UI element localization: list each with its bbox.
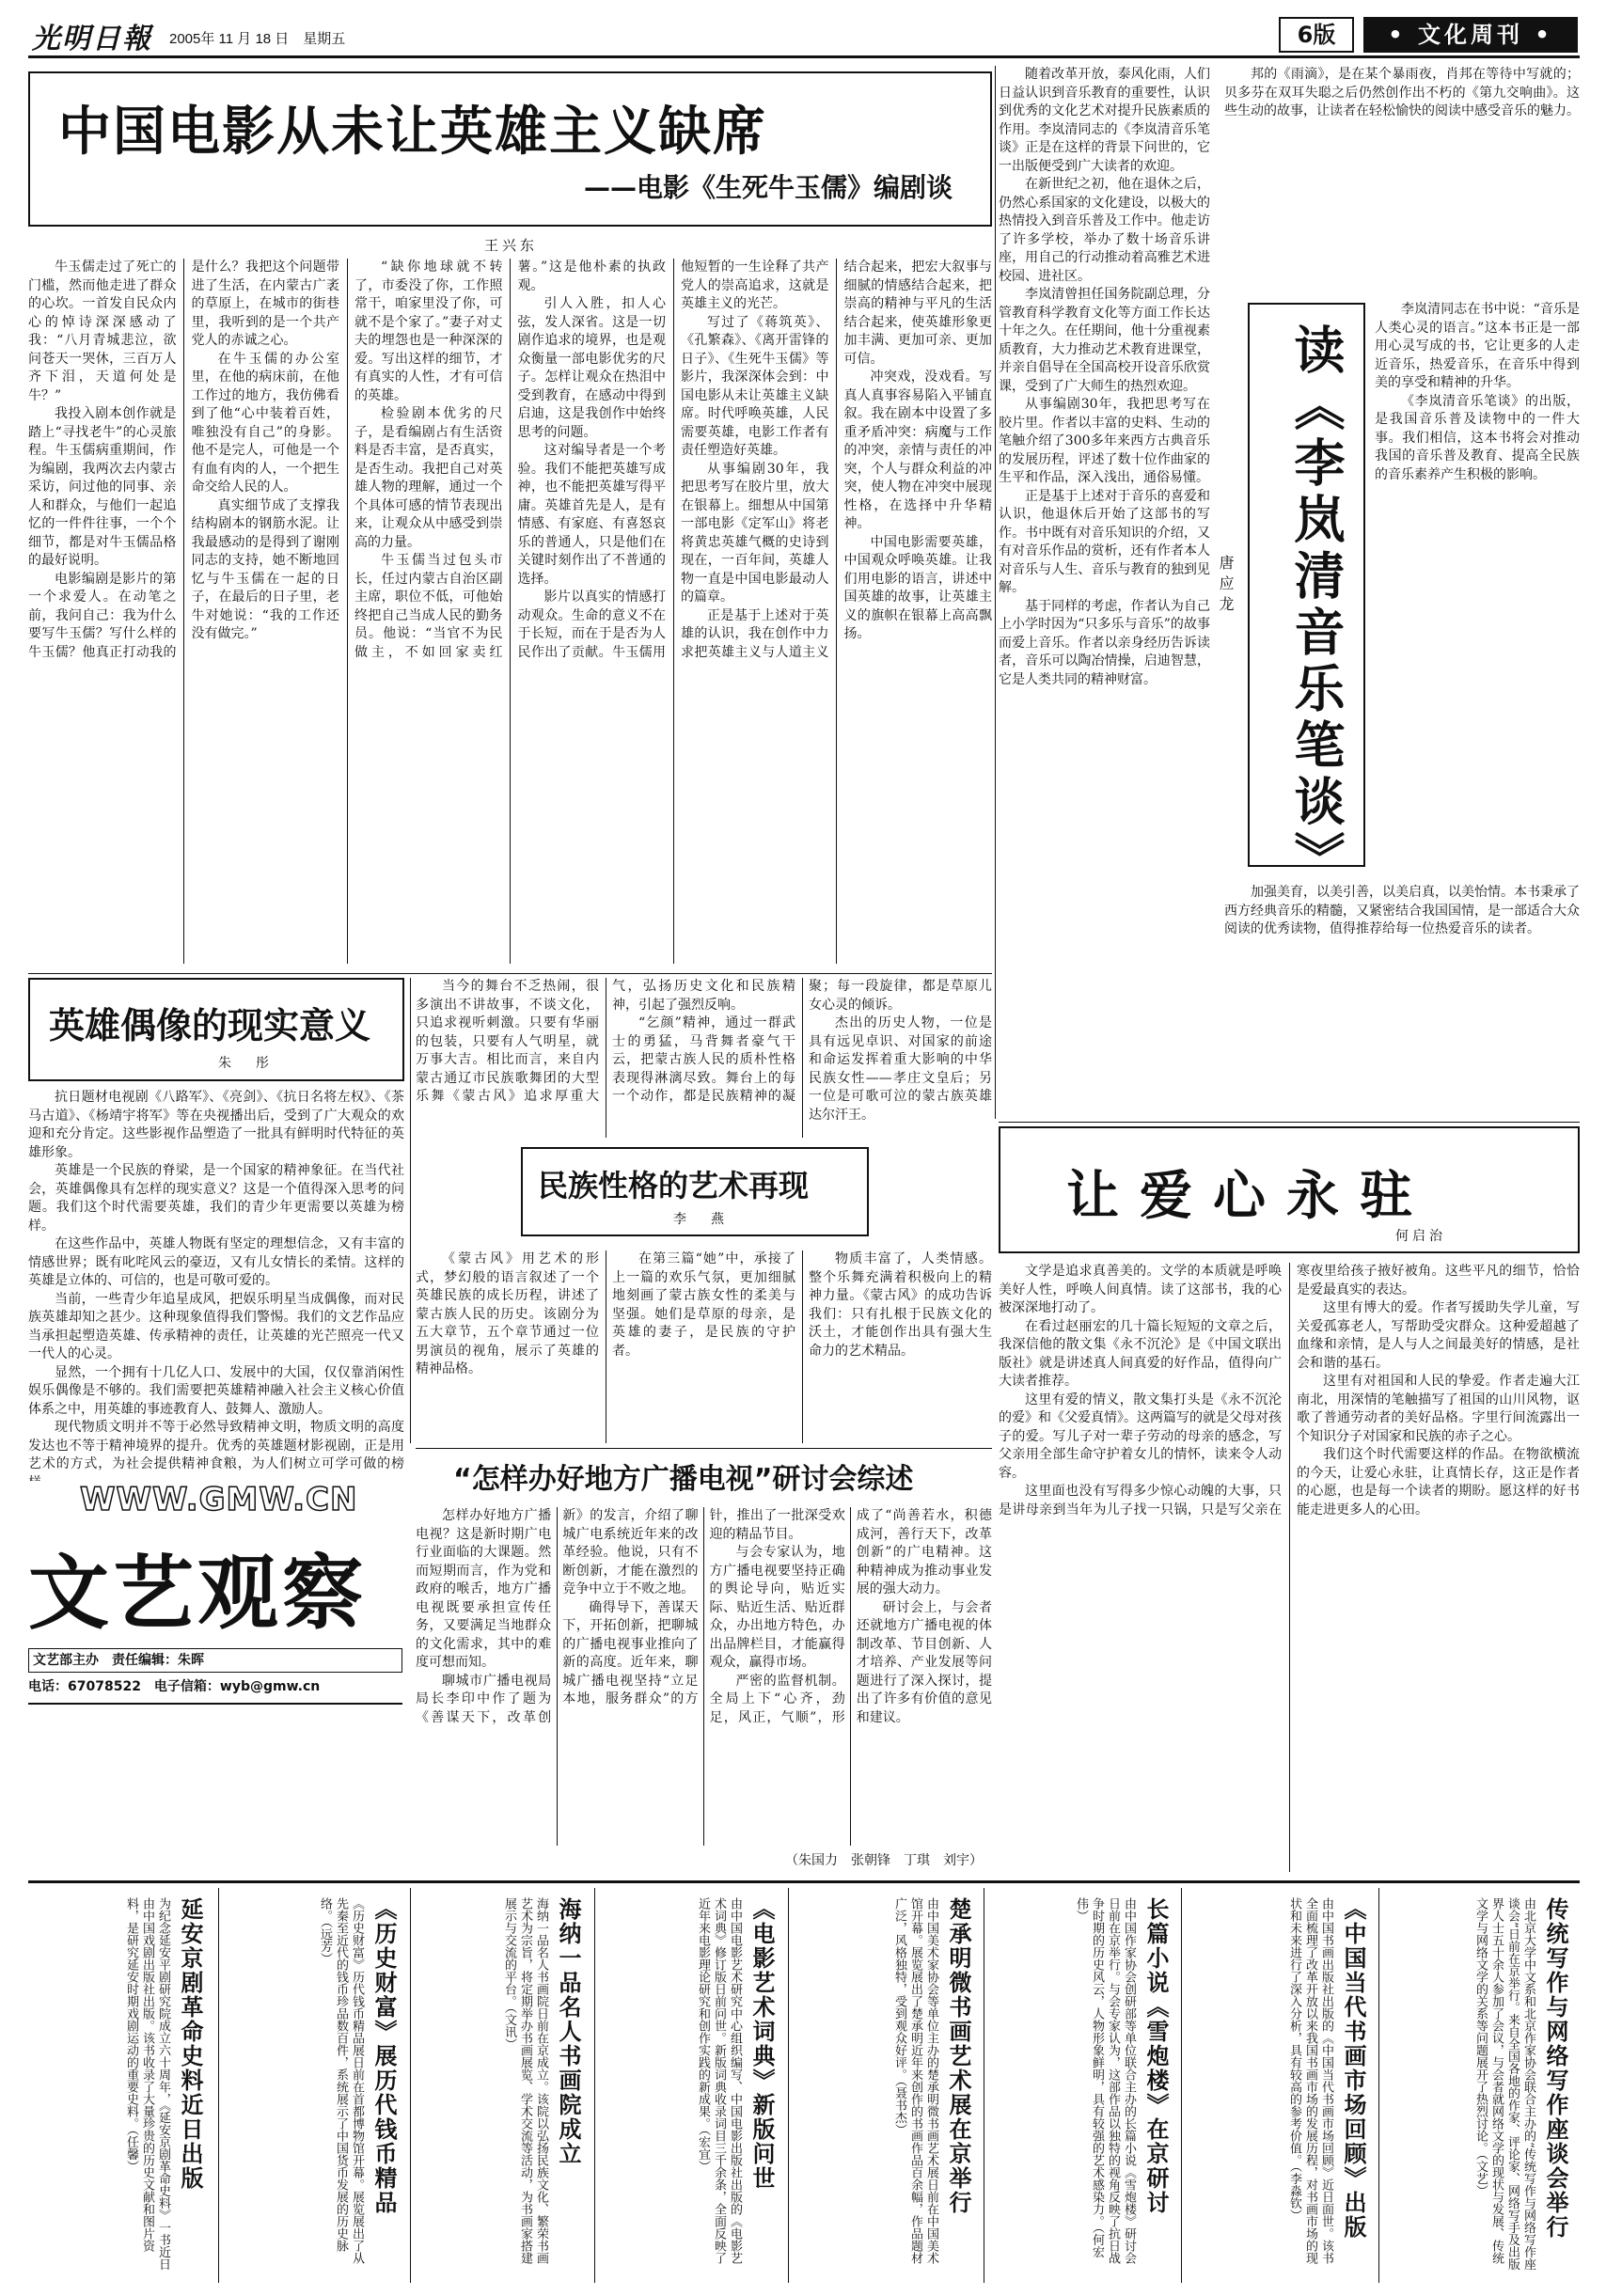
book-paragraph: 从事编剧30年，我把思考写在胶片里。作者以丰富的史料、生动的笔触介绍了300多年来西方古典音乐的发展历程，评述了数十位作曲家的生平和作品，深入浅出，通俗易懂。 — [999, 397, 1210, 485]
masthead — [28, 13, 1580, 58]
lead-paragraph: 在牛玉儒的办公室里，在他的病床前，在他工作过的地方，我仿佛看到了他“心中装着百姓，唯独没有自己”的身影。他不是完人，可他是一个有血有肉的人，一个把生命交给人民的人。 — [191, 351, 339, 495]
hero-author: 朱 彤 — [218, 1056, 275, 1071]
brief-title: 海纳一品名人书画院成立 — [555, 1897, 581, 2166]
brief-title: 传统写作与网络写作座谈会举行 — [1542, 1897, 1568, 2240]
national-paragraph: 物质丰富了，人类情感。整个乐舞充满着积极向上的精神力量。《蒙古风》的成功告诉我们：只有扎根于民族文化的沃土，才能创作出具有强大生命力的艺术精品。 — [809, 1251, 992, 1359]
seminar-paragraph: 确得导下，善谋天下，开拓创新，把聊城的广播电视事业推向了新的高度。近年来，聊城广播电视坚持“立足本地，服务群众”的方针，推出了一批深受欢迎的精品节目。 — [562, 1508, 845, 1706]
brief-title: 长篇小说《雪炮楼》在京研讨 — [1142, 1897, 1169, 2215]
book-paragraph: 李岚清曾担任国务院副总理，分管教育科学教育文化等方面工作长达十年之久。在任期间，他十分重视素质教育，大力推动艺术教育进课堂，并亲自倡导在全国高校开设音乐欣赏课，受到了广大师生的热烈欢迎。 — [999, 287, 1210, 394]
section-divider — [28, 1880, 1580, 1883]
brief-text: 由中国作家协会创研部等单位联合主办的长篇小说《雪炮楼》研讨会日前在京举行。与会专家认为，这部作品以独特的视角反映了抗日战争时期的历史风云，人物形象鲜明，具有较强的艺术感染力。（何宏伟） — [1074, 1897, 1136, 2264]
love-author: 何启治 — [1395, 1229, 1446, 1244]
column-editor-line: 文艺部主办 责任编辑：朱晖 — [28, 1648, 402, 1673]
hero-paragraph: 当前，一些青少年追星成风，把娱乐明星当成偶像，而对民族英雄却知之甚少。这种现象值得我们警惕。我们的文艺作品应当承担起塑造英雄、传承精神的责任，让英雄的光芒照亮一代又一代人的心灵。 — [28, 1291, 404, 1361]
national-body-bottom — [416, 1250, 992, 1443]
brief-text: 由中国美术家协会等单位主办的楚承明微书画艺术展日前在中国美术馆开幕。展览展出了楚承明近年来创作的书画作品百余幅，作品题材广泛，风格独特，受到观众好评。（聂书杰） — [892, 1897, 938, 2264]
brief-item — [792, 1888, 983, 2283]
book-paragraph: 正是基于上述对于音乐的喜爱和认识，他退休后开始了这部书的写作。书中既有对音乐知识的介绍，又有对音乐作品的赏析，还有作者本人对音乐与人生、音乐与教育的独到见解。 — [999, 488, 1210, 595]
lead-paragraph: “缺你地球就不转了，市委没了你，工作照常干，咱家里没了你，可就不是个家了。”妻子对丈夫的埋怨也是一种深深的爱。写出这样的细节，才有真实的人性，才有可信的英雄。 — [354, 259, 503, 403]
brief-divider — [788, 1888, 789, 2283]
national-article — [416, 978, 992, 1443]
book-body-top — [1224, 66, 1580, 291]
lead-body — [28, 259, 992, 964]
national-paragraph: 杰出的历史人物，一位是具有远见卓识、对国家的前途和命运发挥着重大影响的中华民族女性——孝庄文皇后；另一位是可歌可泣的蒙古族英雄达尔汗王。 — [809, 1015, 992, 1123]
hero-paragraph: 抗日题材电视剧《八路军》、《亮剑》、《抗日名将左权》、《茶马古道》、《杨靖宇将军》等在央视播出后，受到了广大观众的欢迎和充分肯定。这些影视作品塑造了一批具有鲜明时代特征的英雄形象。 — [28, 1090, 404, 1160]
love-paragraph: 在看过赵丽宏的几十篇长短短的文章之后，我深信他的散文集《永不沉沦》是《中国文联出版社》就是讲述真人间真爱的好作品，值得向广大读者推荐。 — [999, 1318, 1282, 1389]
book-paragraph: 基于同样的考虑，作者认为自己上小学时因为“只多乐与音乐”的故事而爱上音乐。作者以亲身经历告诉读者，音乐可以陶冶情操，启迪智慧，它是人类共同的精神财富。 — [999, 598, 1210, 687]
love-title: 让爱心永驻 — [1066, 1166, 1433, 1227]
lead-paragraph: 从事编剧30年，我把思考写在胶片里，放大在银幕上。细想从中国第一部电影《定军山》将老将黄忠英雄气概的史诗到现在，一百年间，英雄人物一直是中国电影最动人的篇章。 — [681, 461, 829, 605]
lead-paragraph: 真实细节成了支撑我结构剧本的钢筋水泥。让我最感动的是得到了谢刚同志的支持，她不断地回忆与牛玉儒在一起的日子，在最后的日子里，老牛对她说：“我的工作还没有做完。” — [191, 497, 339, 641]
column-name: 文艺观察 — [28, 1547, 367, 1641]
national-paragraph: 《蒙古风》用艺术的形式，梦幻般的语言叙述了一个英雄民族的成长历程，讲述了蒙古族人民的历史。该剧分为五大章节，五个章节通过一位男演员的视角，展示了英雄的精神品格。 — [416, 1251, 599, 1376]
logo-bottom-rule — [28, 1703, 402, 1705]
section-divider — [999, 1122, 1580, 1123]
national-paragraph: 在第三篇“她”中，承接了上一篇的欢乐气氛，更加细腻地刻画了蒙古族女性的柔美与坚强。她们是草原的母亲，是英雄的妻子，是民族的守护者。 — [612, 1251, 795, 1359]
lead-paragraph: 牛玉儒走过了死亡的门槛，然而他走进了群众的心坎。一首发自民众内心的悼诗深深感动了我：“八月青城悲泣，欲问苍天一哭休，三百万人齐下泪，天道何处是牛？” — [28, 259, 177, 403]
seminar-signature: （朱国力 张朝锋 丁琪 刘宇） — [785, 1853, 983, 1868]
book-body-left — [999, 66, 1210, 1114]
love-article — [999, 1126, 1580, 1874]
lead-paragraph: 中国电影需要英雄，中国观众呼唤英雄。让我们用电影的语言，讲述中国英雄的故事，让英雄主义的旗帜在银幕上高高飘扬。 — [843, 534, 992, 641]
lead-paragraph: 牛玉儒当过包头市长，任过内蒙古自治区副主席，职位不低，可他始终把自己当成人民的勤务员。他说：“当官不为民做主，不如回家卖红薯。”这是他朴素的执政观。 — [354, 259, 666, 660]
love-paragraph: 这里有博大的爱。作者写援助失学儿童，写关爱孤寡老人，写帮助受灾群众。这种爱超越了血缘和亲情，是人与人之间最美好的情感，是社会和谐的基石。 — [1297, 1300, 1580, 1371]
brief-item — [28, 1888, 214, 2283]
book-paragraph: 李岚清同志在书中说：“音乐是人类心灵的语言。”这本书正是一部用心灵写成的书，它让更多的人走近音乐，热爱音乐，在音乐中得到美的享受和精神的升华。 — [1375, 302, 1580, 390]
lead-paragraph: 我投入剧本创作就是踏上“寻找老牛”的心灵旅程。牛玉儒病重期间，作为编剧，我两次去内蒙古采访，问过他的同事、亲人和群众，与他们一起追忆的一件件往事，一个个细节，都是对牛玉儒品格的最好说明。 — [28, 406, 177, 568]
brief-text: 为纪念延安平剧研究院成立六十周年，《延安京剧革命史料》一书近日由中国戏剧出版社出版。该书收录了大量珍贵的历史文献和图片资料，是研究延安时期戏剧运动的重要史料。（任馨） — [124, 1897, 170, 2271]
seminar-title: “怎样办好地方广播电视”研讨会综述 — [453, 1463, 914, 1496]
lead-title-box — [28, 71, 992, 227]
brief-item — [1382, 1888, 1580, 2283]
brief-text: 《历史财富》历代钱币精品展日前在首都博物馆开幕。展览展出了从先秦至近代的钱币珍品数百件，系统展示了中国货币发展的历史脉络。（远芳） — [318, 1897, 364, 2264]
lead-paragraph: 写过了《蒋筑英》、《孔繁森》、《离开雷锋的日子》、《生死牛玉儒》等影片，我深深体会到：中国电影从未让英雄主义缺席。时代呼唤英雄，人民需要英雄，电影工作者有责任塑造好英雄。 — [681, 314, 829, 458]
section-divider — [416, 1448, 992, 1449]
hero-paragraph: 现代物质文明并不等于必然导致精神文明，物质文明的高度发达也不等于精神境界的提升。优秀的英雄题材影视剧，正是用艺术的方式，为社会提供精神食粮，为人们树立可学可做的榜 — [28, 1420, 404, 1471]
national-body-top — [416, 978, 992, 1138]
lead-paragraph: 影片以真实的情感打动观众。生命的意义不在于长短，而在于是否为人民作出了贡献。牛玉儒用他短暂的一生诠释了共产党人的崇高追求，这就是英雄主义的光芒。 — [517, 259, 829, 660]
brief-item — [1185, 1888, 1378, 2283]
national-paragraph: “乞颜”精神，通过一群武士的勇猛，马背舞者豪气干云，把蒙古族人民的质朴性格表现得淋漓尽致。舞台上的每一个动作，都是民族精神的凝聚；每一段旋律，都是草原儿女心灵的倾诉。 — [612, 979, 992, 1104]
lead-title: 中国电影从未让英雄主义缺席 — [58, 102, 767, 163]
love-body — [999, 1263, 1580, 1872]
brief-divider — [218, 1888, 219, 2283]
column-contact-line: 电话：67078522 电子信箱：wyb@gmw.cn — [28, 1679, 321, 1694]
brief-item — [598, 1888, 786, 2283]
seminar-paragraph: 与会专家认为，地方广播电视要坚持正确的舆论导向，贴近实际、贴近生活、贴近群众，办出地方特色，办出品牌栏目，才能赢得观众，赢得市场。 — [709, 1545, 845, 1670]
national-title: 民族性格的艺术再现 — [538, 1168, 810, 1203]
seminar-body — [416, 1507, 992, 1846]
brief-item — [414, 1888, 592, 2283]
book-paragraph: 随着改革开放，泰风化雨，人们日益认识到音乐教育的重要性，认识到优秀的文化艺术对提升民族素质的作用。李岚清同志的《李岚清音乐笔谈》正是在这样的背景下问世的，它一出版便受到广大读者的欢迎。 — [999, 67, 1210, 174]
brief-title: 《历史财富》展历代钱币精品 — [370, 1897, 397, 2215]
issue-date: 2005年 11 月 18 日 星期五 — [169, 31, 346, 47]
hero-article — [28, 978, 404, 1481]
seminar-paragraph: 研讨会上，与会者还就地方广播电视的体制改革、节目创新、人才培养、产业发展等问题进行了深入探讨，提出了许多有价值的意见和建议。 — [856, 1599, 992, 1725]
love-paragraph: 这里有对祖国和人民的挚爱。作者走遍大江南北，用深情的笔触描写了祖国的山川风物，讴歌了普通劳动者的美好品格。字里行间流露出一个知识分子对国家和民族的赤子之心。 — [1297, 1374, 1580, 1444]
book-body-right — [1375, 301, 1580, 874]
page-number: 6版 — [1279, 17, 1354, 53]
seminar-paragraph: 严密的监督机制。全局上下“心齐，劲足，风正，气顺”，形成了“尚善若水，积德成河，善行天下，改革创新”的广电精神。这种精神成为推动事业发展的强大动力。 — [709, 1508, 992, 1725]
book-paragraph: 邦的《雨滴》，是在某个暴雨夜，肖邦在等待中写就的；贝多芬在双耳失聪之后仍然创作出不朽的《第九交响曲》。这些生动的故事，让读者在轻松愉快的阅读中感受音乐的魅力。 — [1224, 67, 1580, 118]
hero-paragraph: 在这些作品中，英雄人物既有坚定的理想信念，又有丰富的情感世界；既有叱咤风云的豪迈，又有儿女情长的柔情。这样的英雄是立体的、可信的，也是可敬可爱的。 — [28, 1236, 404, 1288]
brief-item — [987, 1888, 1180, 2283]
brief-divider — [410, 1888, 411, 2283]
lead-author: 王兴东 — [484, 237, 539, 254]
national-title-box — [521, 1147, 869, 1236]
national-author: 李 燕 — [673, 1212, 730, 1227]
column-divider — [995, 66, 996, 1119]
brief-divider — [1378, 1888, 1379, 2283]
column-logo — [28, 1481, 404, 1819]
section-tag: • 文化周刊 • — [1363, 17, 1578, 53]
hero-title-box — [28, 978, 404, 1081]
lead-paragraph: 电影编剧是影片的第一个求爱人。在动笔之前，我问自己：我为什么要写牛玉儒？写什么样的牛玉儒？他真正打动我的是什么？我把这个问题带进了生活，在内蒙古广袤的草原上，在城市的街巷里，我听到的是一个共产党人的赤诚之心。 — [28, 259, 339, 660]
brief-text: 由北京大学中文系和北京作家协会联合主办的“传统写作与网络写作座谈会”日前在京举行。来自全国各地的作家、评论家、网络写手及出版界人士五十余人参加了会议，与会者就网络文学的现状与发展、传统文学与网络文学的关系等问题展开了热烈讨论。（文艺） — [1473, 1897, 1535, 2271]
love-paragraph: 文学是追求真善美的。文学的本质就是呼唤美好人性，呼唤人间真情。读了这部书，我的心被深深地打动了。 — [999, 1264, 1282, 1315]
brief-text: 由中国电影艺术研究中心组织编写、中国电影出版社出版的《电影艺术词典》修订版日前问世。新版词典收录词目三千余条，全面反映了近年来电影理论研究和创作实践的新成果。（宏宜） — [696, 1897, 742, 2264]
lead-article — [28, 66, 992, 968]
love-paragraph: 这里面也没有写得多少惊心动魄的大事，只是讲母亲到当年为儿子找一只锅，只是写父亲在寒夜里给孩子掖好被角。这些平凡的细节，恰恰是爱最真实的表达。 — [999, 1264, 1580, 1518]
book-paragraph: 《李岚清音乐笔谈》的出版，是我国音乐普及读物中的一件大事。我们相信，这本书将会对推动我国的音乐普及教育、提高全民族的音乐素养产生积极的影响。 — [1375, 393, 1580, 482]
book-article — [999, 66, 1580, 1119]
hero-paragraph: 英雄是一个民族的脊梁，是一个国家的精神象征。在当代社会，英雄偶像具有怎样的现实意义？这是一个值得深入思考的问题。我们这个时代需要英雄，我们的青少年更需要以英雄为榜样。 — [28, 1163, 404, 1234]
site-url[interactable]: WWW.GMW.CN — [80, 1481, 358, 1518]
lead-paragraph: 正是基于上述对于英雄的认识，我在创作中力求把英雄主义与人道主义结合起来，把宏大叙事与细腻的情感结合起来，把崇高的精神与平凡的生活结合起来，使英雄形象更加丰满、更加可亲、更加可信。 — [681, 259, 992, 660]
column-divider — [410, 978, 411, 1443]
lead-paragraph: 冲突戏，没戏看。写真人真事容易陷入平铺直叙。我在剧本中设置了多重矛盾冲突：病魔与工作的冲突，亲情与责任的冲突，个人与群众利益的冲突，使人物在冲突中展现性格，在选择中升华精神。 — [843, 370, 992, 531]
brief-divider — [1181, 1888, 1182, 2283]
love-title-box — [999, 1126, 1580, 1253]
national-paragraph: 当今的舞台不乏热闹，很多演出不讲故事，不谈文化，只追求视听刺激。只要有华丽的包装，只要有人气明星，就万事大吉。相比而言，来自内蒙古通辽市民族歌舞团的大型乐舞《蒙古风》追求厚重大气，弘扬历史文化和民族精神，引起了强烈反响。 — [416, 979, 795, 1104]
section-divider — [28, 973, 992, 974]
lead-paragraph: 这对编导者是一个考验。我们不能把英雄写成神，也不能把英雄写得平庸。英雄首先是人，是有情感、有家庭、有喜怒哀乐的普通人，只是他们在关键时刻作出了不普通的选择。 — [517, 443, 666, 587]
brief-title: 楚承明微书画艺术展在京举行 — [945, 1897, 971, 2215]
book-title: 读《李岚清音乐笔谈》 — [1286, 323, 1346, 888]
brief-title: 延安京剧革命史料近日出版 — [177, 1897, 203, 2191]
love-paragraph: 这里有爱的情义，散文集打头是《永不沉沦的爱》和《父爱真情》。这两篇写的就是父母对孩子的爱。写儿子对一辈子劳动的母亲的感念，写父亲用全部生命守护着女儿的情怀，读来令人动容。 — [999, 1392, 1282, 1481]
brief-text: 由中国书画出版社出版的《中国当代书画市场回顾》近日面世。该书全面梳理了改革开放以来我国书画市场的发展历程，对书画市场的现状和未来进行了深入分析，具有较高的参考价值。（李淼钦） — [1287, 1897, 1333, 2264]
hero-body — [28, 1089, 404, 1479]
book-title-box — [1248, 303, 1365, 888]
seminar-paragraph: 怎样办好地方广播电视？这是新时期广电行业面临的大课题。然而短期而言，作为党和政府的喉舌，地方广播电视既要承担宣传任务，又要满足当地群众的文化需求，其中的难度可想而知。 — [416, 1508, 552, 1670]
seminar-article — [416, 1455, 992, 1874]
brief-title: 《电影艺术词典》新版问世 — [748, 1897, 775, 2191]
seminar-paragraph: 聊城市广播电视局局长李印中作了题为《善谋天下，改革创新》的发言，介绍了聊城广电系统近年来的改革经验。他说，只有不断创新，才能在激烈的竞争中立于不败之地。 — [416, 1508, 699, 1725]
brief-text: 海纳一品名人书画院日前在京成立。该院以弘扬民族文化、繁荣书画艺术为宗旨，将定期举办书画展览、学术交流等活动，为书画家搭建展示与交流的平台。（文讯） — [502, 1897, 548, 2264]
brief-item — [222, 1888, 408, 2283]
newspaper-name: 光明日報 — [32, 23, 152, 55]
hero-title: 英雄偶像的现实意义 — [49, 1005, 371, 1046]
lead-paragraph: 引人入胜，扣人心弦，发人深省。这是一切剧作追求的境界，也是观众衡量一部电影优劣的尺子。怎样让观众在热泪中受到教育，在感动中得到启迪，这是我创作中始终思考的问题。 — [517, 296, 666, 440]
lead-paragraph: 检验剧本优劣的尺子，是看编剧占有生活资料是否丰富，是否真实，是否生动。我把自己对英雄人物的理解，通过一个个具体可感的情节表现出来，让观众从中感受到崇高的力量。 — [354, 406, 503, 550]
brief-divider — [594, 1888, 595, 2283]
love-paragraph: 我们这个时代需要这样的作品。在物欲横流的今天，让爱心永驻，让真情长存，这正是作者的心愿，也是每一个读者的期盼。愿这样的好书能走进更多人的心田。 — [1297, 1447, 1580, 1518]
book-body-bottom — [1224, 884, 1580, 1114]
lead-subtitle: ——电影《生死牛玉儒》编剧谈 — [583, 172, 953, 203]
book-author: 唐应龙 — [1217, 555, 1235, 617]
book-paragraph: 加强美育，以美引善，以美启真，以美怡情。本书秉承了西方经典音乐的精髓，又紧密结合我国国情，是一部适合大众阅读的优秀读物，值得推荐给每一位热爱音乐的读者。 — [1224, 885, 1580, 936]
book-paragraph: 在新世纪之初，他在退休之后，仍然心系国家的文化建设，以极大的热情投入到音乐普及工作中。他走访了许多学校，举办了数十场音乐讲座，用自己的行动推动着高雅艺术进校园、进社区。 — [999, 177, 1210, 284]
hero-paragraph: 显然，一个拥有十几亿人口、发展中的大国，仅仅靠消闲性娱乐偶像是不够的。我们需要把英雄精神融入社会主义核心价值体系之中，用英雄的事迹教育人、鼓舞人、激励人。 — [28, 1364, 404, 1417]
brief-title: 《中国当代书画市场回顾》出版 — [1340, 1897, 1366, 2240]
